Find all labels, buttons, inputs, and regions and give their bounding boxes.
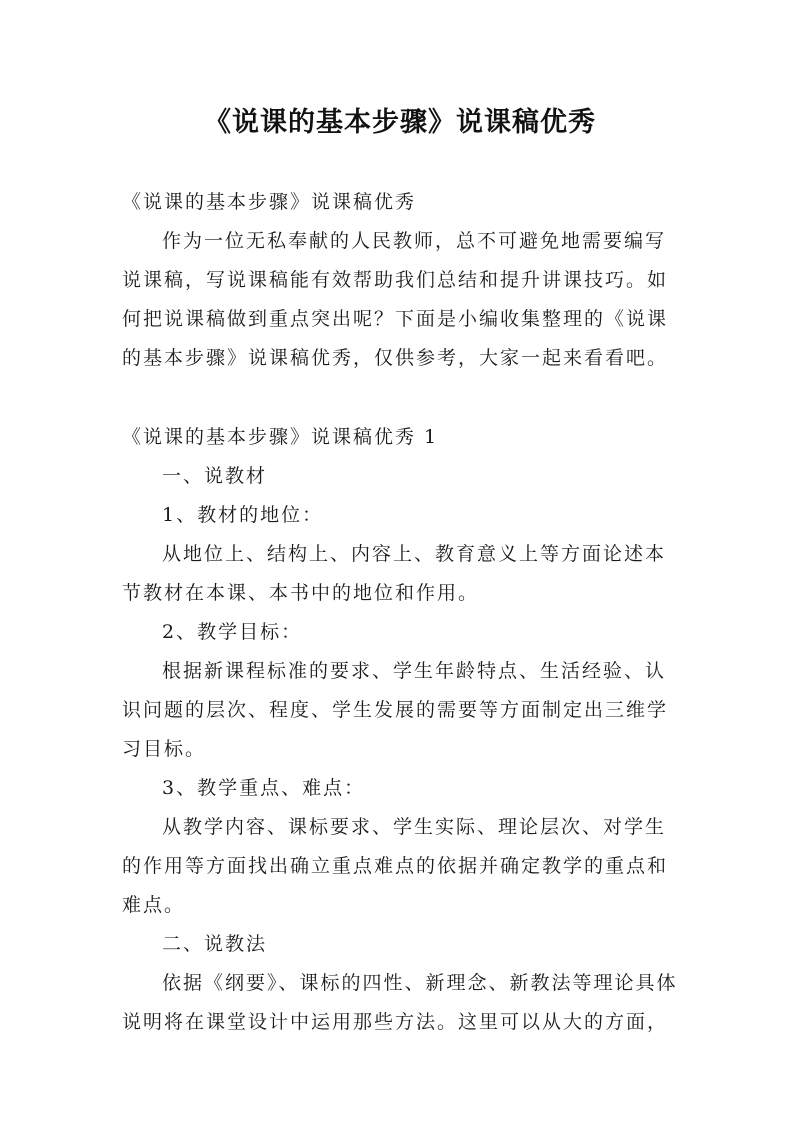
paragraph-focus: 从教学内容、课标要求、学生实际、理论层次、对学生的作用等方面找出确立重点难点的依据并确定教学的重点和难点。 [122, 816, 669, 916]
section-title: 《说课的基本步骤》说课稿优秀 1 [122, 426, 439, 448]
paragraph-gap [122, 378, 682, 418]
heading-methods: 二、说教法 [162, 933, 268, 955]
document-subtitle: 《说课的基本步骤》说课稿优秀 [122, 191, 417, 213]
paragraph-goals: 根据新课程标准的要求、学生年龄特点、生活经验、认识问题的层次、程度、学生发展的需要等方面制定出三维学习目标。 [122, 660, 669, 760]
subheading-goals: 2、教学目标： [162, 621, 303, 643]
paragraph-position: 从地位上、结构上、内容上、教育意义上等方面论述本节教材在本课、本书中的地位和作用。 [122, 543, 667, 604]
document-title: 《说课的基本步骤》说课稿优秀 [204, 107, 596, 138]
paragraph-methods: 依据《纲要》、课标的四性、新理念、新教法等理论具体说明将在课堂设计中运用那些方法。这里可以从大的方面， [122, 972, 678, 1033]
subheading-position: 1、教材的地位： [162, 504, 324, 526]
intro-paragraph: 作为一位无私奉献的人民教师，总不可避免地需要编写说课稿，写说课稿能有效帮助我们总结和提升讲课技巧。如何把说课稿做到重点突出呢？下面是小编收集整理的《说课的基本步骤》说课稿优秀，仅供参考，大家一起来看看吧。 [122, 230, 669, 369]
document-body [122, 183, 682, 1042]
heading-textbook: 一、说教材 [162, 465, 268, 487]
subheading-focus: 3、教学重点、难点： [162, 777, 366, 799]
